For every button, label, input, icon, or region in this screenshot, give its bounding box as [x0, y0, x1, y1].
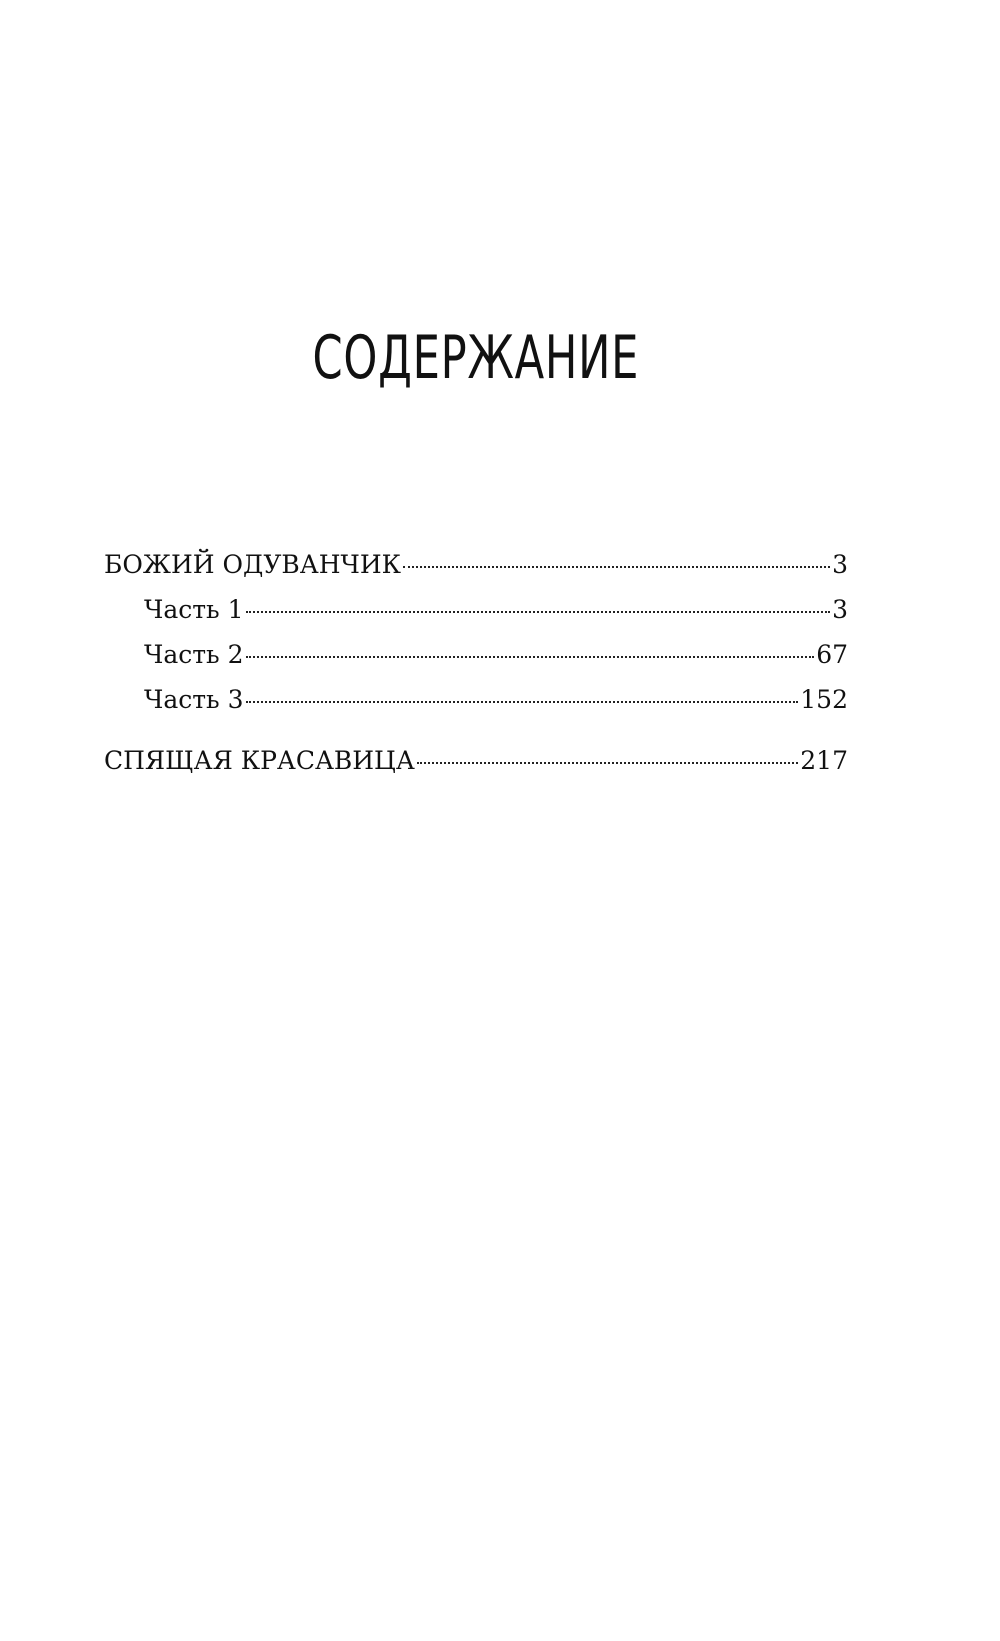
toc-entry-label: Часть 2 — [144, 640, 244, 669]
dot-leader — [417, 762, 798, 764]
toc-entry-spyashchaya-krasavitsa — [104, 746, 848, 791]
toc-entry-chast-1 — [104, 595, 848, 640]
dot-leader — [246, 656, 815, 658]
dot-leader — [246, 701, 799, 703]
table-of-contents — [104, 550, 848, 791]
dot-leader — [403, 566, 830, 568]
toc-entry-page: 3 — [832, 595, 848, 624]
toc-entry-page: 67 — [816, 640, 848, 669]
toc-entry-label: БОЖИЙ ОДУВАНЧИК — [104, 550, 401, 579]
toc-entry-page: 3 — [832, 550, 848, 579]
toc-entry-bozhiy-oduvanchik — [104, 550, 848, 595]
dot-leader — [246, 611, 831, 613]
toc-entry-page: 152 — [800, 685, 848, 714]
toc-entry-chast-2 — [104, 640, 848, 685]
page-title: СОДЕРЖАНИЕ — [312, 323, 640, 393]
toc-entry-label: Часть 3 — [144, 685, 244, 714]
toc-entry-label: СПЯЩАЯ КРАСАВИЦА — [104, 746, 415, 775]
toc-entry-chast-3 — [104, 685, 848, 730]
toc-entry-label: Часть 1 — [144, 595, 244, 624]
toc-entry-page: 217 — [800, 746, 848, 775]
